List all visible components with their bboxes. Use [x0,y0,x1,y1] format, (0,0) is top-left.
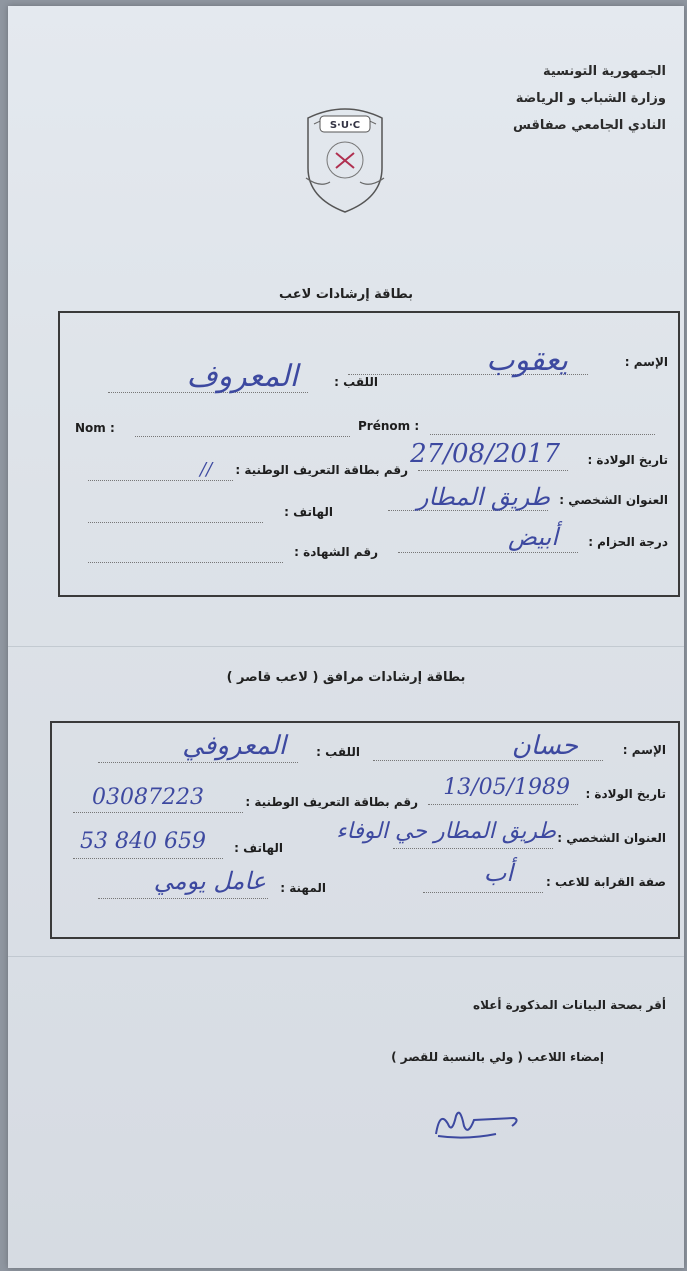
player-surname-label: اللقب : [334,375,378,389]
nom-line [135,435,350,437]
guardian-card-title: بطاقة إرشادات مرافق ( لاعب قاصر ) [226,670,466,685]
player-id-label: رقم بطاقة التعريف الوطنية : [235,463,408,477]
logo-text: S·U·C [329,120,361,131]
guardian-name-label: الإسم : [622,743,666,757]
guardian-surname-line [98,761,298,763]
signature-label: إمضاء اللاعب ( ولي بالنسبة للقصر ) [391,1050,604,1064]
relation-label: صفة القرابة للاعب : [546,875,666,889]
nom-label: Nom : [75,421,115,435]
guardian-birth-value: 13/05/1989 [443,775,570,800]
guardian-address-line [393,847,553,849]
guardian-address-value: طريق المطار حي الوفاء [336,819,556,844]
player-card [58,311,680,597]
prenom-label: Prénom : [358,419,420,433]
player-phone-line [88,521,263,523]
guardian-card [50,721,680,939]
guardian-surname-label: اللقب : [316,745,360,759]
job-line [98,897,268,899]
relation-value: أب [483,859,513,887]
header-block [366,64,666,145]
guardian-birth-label: تاريخ الولادة : [585,787,666,801]
player-birth-label: تاريخ الولادة : [587,453,668,467]
belt-line [398,551,578,553]
header-ministry: وزارة الشباب و الرياضة [515,91,666,106]
job-label: المهنة : [280,881,326,895]
guardian-id-line [73,811,243,813]
player-surname-value: المعروف [186,359,298,394]
guardian-address-label: العنوان الشخصي : [557,831,666,845]
header-country: الجمهورية التونسية [542,64,666,79]
player-address-value: طريق المطار [416,483,550,511]
relation-line [423,891,543,893]
player-phone-label: الهاتف : [284,505,333,519]
declaration-text: أقر بصحة البيانات المذكورة أعلاه [473,998,666,1012]
fold-line [8,646,684,647]
guardian-phone-label: الهاتف : [234,841,283,855]
fold-line [8,956,684,957]
guardian-name-value: حسان [511,731,578,761]
header-club: النادي الجامعي صفاقس [513,118,666,133]
player-id-value: // [200,459,213,480]
guardian-signature [426,1096,526,1146]
cert-label: رقم الشهادة : [294,545,378,559]
player-address-label: العنوان الشخصي : [559,493,668,507]
player-birth-value: 27/08/2017 [410,439,560,469]
guardian-id-value: 03087223 [92,785,204,810]
guardian-phone-line [73,857,223,859]
club-logo [300,98,390,216]
job-value: عامل يومي [153,867,266,895]
cert-line [88,561,283,563]
guardian-phone-value: 53 840 659 [80,829,206,854]
form-sheet [8,6,684,1268]
guardian-surname-value: المعروفي [182,731,286,761]
player-name-label: الإسم : [624,355,668,369]
belt-value: أبيض [508,523,558,551]
guardian-birth-line [428,803,578,805]
prenom-line [430,433,655,435]
player-birth-line [418,469,568,471]
guardian-id-label: رقم بطاقة التعريف الوطنية : [245,795,418,809]
player-name-value: يعقوب [486,343,568,378]
belt-label: درجة الحزام : [588,535,668,549]
player-card-title: بطاقة إرشادات لاعب [279,287,413,302]
